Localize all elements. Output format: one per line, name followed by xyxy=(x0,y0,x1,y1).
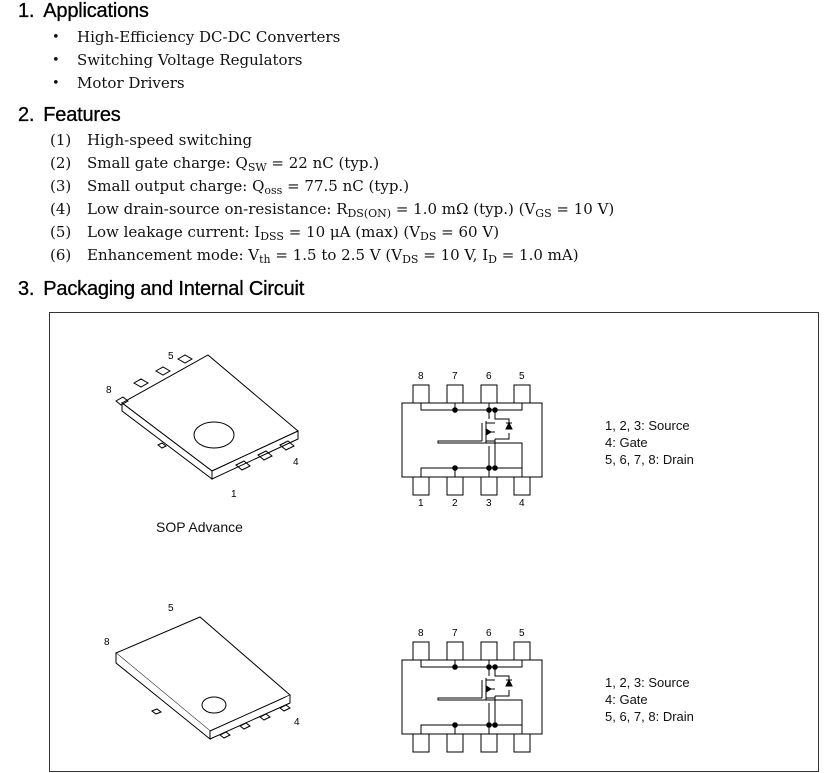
package-1-schematic-body xyxy=(402,403,542,477)
heading-packaging: 3. Packaging and Internal Circuit xyxy=(18,278,305,300)
package-2-pin-legend: 1, 2, 3: Source 4: Gate 5, 6, 7, 8: Drain xyxy=(605,675,694,724)
package-1-schematic-pin-top: 7 xyxy=(452,371,458,382)
package-1-pin-label-5: 5 xyxy=(168,351,174,362)
package-1-pin-label-8: 8 xyxy=(106,385,112,396)
package-2-schematic-pin-top: 6 xyxy=(486,628,492,639)
feature-item-5: (5) Low leakage current: $I_{DSS} = 10$ μA (max) ($V_{DS} = 60$ V) xyxy=(50,223,500,243)
package-1-schematic-pin-top: 5 xyxy=(519,371,525,382)
list-item: • Switching Voltage Regulators xyxy=(52,51,303,69)
heading-applications: 1. Applications xyxy=(18,0,149,22)
heading-features: 2. Features xyxy=(18,104,121,126)
package-1-schematic-pin-bottom: 4 xyxy=(519,498,525,509)
package-1-schematic-pin-bottom: 2 xyxy=(452,498,458,509)
feature-item-4: (4) Low drain-source on-resistance: $R_{DS(ON)} = 1.0$ mΩ (typ.) ($V_{GS} = 10$ V) xyxy=(50,200,615,220)
package-1-schematic-pin-top: 8 xyxy=(418,371,424,382)
applications-list xyxy=(52,26,340,95)
package-2-pin-label-4: 4 xyxy=(294,717,300,728)
package-1-schematic xyxy=(402,385,542,495)
package-1-pin-label-1: 1 xyxy=(231,489,237,500)
package-1-caption: SOP Advance xyxy=(156,519,243,535)
list-item: • High-Efficiency DC-DC Converters xyxy=(52,28,341,46)
package-1-pin-label-4: 4 xyxy=(293,457,299,468)
package-1-schematic-pin-bottom: 3 xyxy=(486,498,492,509)
package-2-schematic-pin-top: 5 xyxy=(519,628,525,639)
package-1-body-top xyxy=(122,355,298,471)
package-2-schematic-pin-top: 7 xyxy=(452,628,458,639)
packaging-drawings xyxy=(50,313,820,773)
package-1-schematic-pin-bottom: 1 xyxy=(418,498,424,509)
package-2-schematic-body xyxy=(402,660,542,734)
feature-item-1: (1) High-speed switching xyxy=(50,131,253,149)
package-2-pin-label-8: 8 xyxy=(104,637,110,648)
feature-item-3: (3) Small output charge: $Q_{oss} = 77.5$ nC (typ.) xyxy=(50,177,410,197)
package-2-schematic-pin-top: 8 xyxy=(418,628,424,639)
package-2-drawing xyxy=(116,617,290,739)
packaging-diagram-box xyxy=(49,312,819,772)
feature-item-2: (2) Small gate charge: $Q_{SW} = 22$ nC (typ.) xyxy=(50,154,380,174)
list-item: • Motor Drivers xyxy=(52,74,185,92)
package-2-schematic xyxy=(402,642,542,752)
package-1-pin-legend: 1, 2, 3: Source 4: Gate 5, 6, 7, 8: Drain xyxy=(605,418,694,467)
features-list xyxy=(50,129,614,267)
package-1-drawing xyxy=(116,355,298,479)
feature-item-6: (6) Enhancement mode: $V_{th} = 1.5$ to 2.5 V ($V_{DS} = 10$ V, $I_D = 1.0$ mA) xyxy=(50,246,579,266)
package-2-pin-label-5: 5 xyxy=(168,603,174,614)
package-1-schematic-pin-top: 6 xyxy=(486,371,492,382)
